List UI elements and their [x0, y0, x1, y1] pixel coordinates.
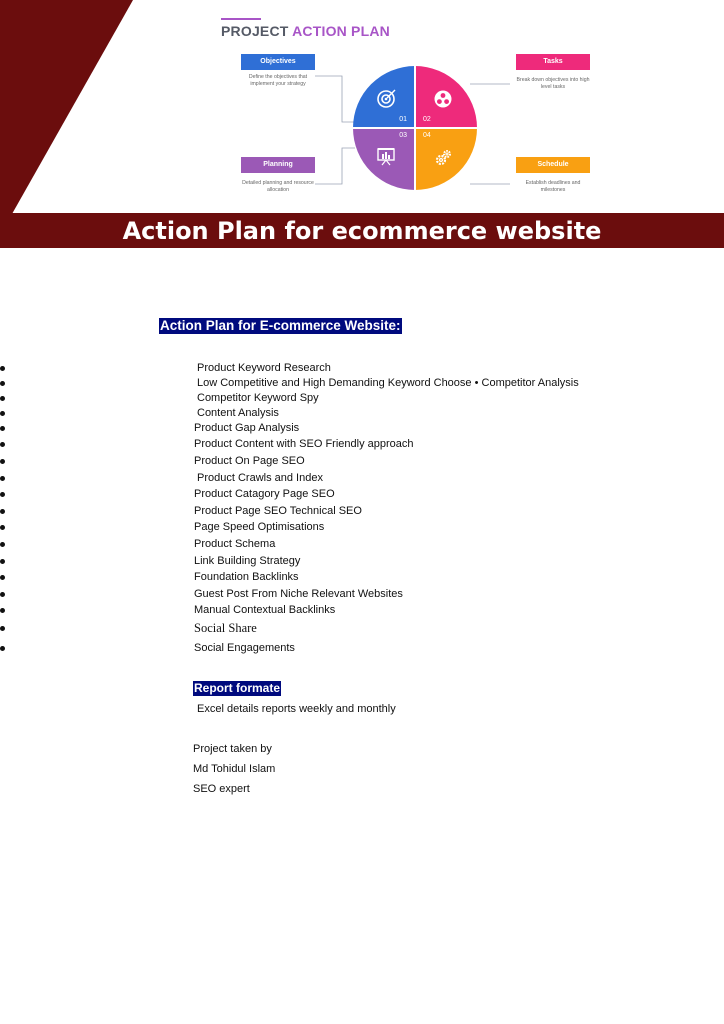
- planning-card-desc: Detailed planning and resource allocation: [242, 180, 314, 193]
- plan-list-item: Low Competitive and High Demanding Keyword Choose • Competitor Analysis: [197, 377, 579, 389]
- bullet-icon: [0, 366, 5, 371]
- report-text: Excel details reports weekly and monthly: [197, 703, 396, 715]
- wheel-number-02: 02: [423, 116, 431, 123]
- bullet-icon: [0, 608, 5, 613]
- bullet-icon: [0, 575, 5, 580]
- plan-list-item: Social Engagements: [194, 642, 295, 654]
- plan-list-item: Product Crawls and Index: [197, 472, 323, 484]
- planning-card-label: Planning: [241, 157, 315, 173]
- bullet-icon: [0, 509, 5, 514]
- bullet-icon: [0, 626, 5, 631]
- plan-list-item: Product Keyword Research: [197, 362, 331, 374]
- bullet-icon: [0, 411, 5, 416]
- bullet-icon: [0, 592, 5, 597]
- plan-list-item: Product Schema: [194, 538, 276, 550]
- footer-author-name: Md Tohidul Islam: [193, 763, 276, 775]
- infographic-title-part1: PROJECT: [221, 23, 289, 39]
- report-heading: Report formate: [194, 681, 281, 695]
- schedule-card-desc: Establish deadlines and milestones: [525, 180, 581, 193]
- bullet-icon: [0, 459, 5, 464]
- wheel-number-03: 03: [399, 132, 407, 139]
- banner-title: Action Plan for ecommerce website: [122, 217, 602, 245]
- schedule-card-label: Schedule: [516, 157, 590, 173]
- bullet-icon: [0, 381, 5, 386]
- footer-author-role: SEO expert: [193, 783, 250, 795]
- bullet-icon: [0, 396, 5, 401]
- bullet-icon: [0, 426, 5, 431]
- objectives-card-desc: Define the objectives that implement your strategy: [248, 74, 308, 87]
- action-plan-wheel: [352, 66, 478, 190]
- bullet-icon: [0, 542, 5, 547]
- footer-project-taken-by: Project taken by: [193, 743, 272, 755]
- plan-list-item: Manual Contextual Backlinks: [194, 604, 336, 616]
- bullet-icon: [0, 476, 5, 481]
- objectives-card-label: Objectives: [241, 54, 315, 70]
- plan-list-item: Product Page SEO Technical SEO: [194, 505, 362, 517]
- plan-list-item: Guest Post From Niche Relevant Websites: [194, 588, 403, 600]
- wheel-number-04: 04: [423, 132, 431, 139]
- project-action-plan-infographic: [220, 14, 600, 204]
- plan-list-item: Content Analysis: [197, 407, 279, 419]
- tasks-card-label: Tasks: [516, 54, 590, 70]
- bullet-icon: [0, 492, 5, 497]
- plan-heading: Action Plan for E-commerce Website:: [160, 318, 401, 333]
- bullet-icon: [0, 646, 5, 651]
- bullet-icon: [0, 442, 5, 447]
- plan-list-item: Page Speed Optimisations: [194, 521, 325, 533]
- plan-list-item: Competitor Keyword Spy: [197, 392, 319, 404]
- plan-list-item: Link Building Strategy: [194, 555, 301, 567]
- bullet-icon: [0, 559, 5, 564]
- plan-list-item: Product On Page SEO: [194, 455, 305, 467]
- tasks-card-desc: Break down objectives into high level tasks: [516, 77, 590, 90]
- plan-list-item: Product Catagory Page SEO: [194, 488, 335, 500]
- plan-list-item: Social Share: [194, 621, 257, 635]
- wheel-number-01: 01: [399, 116, 407, 123]
- infographic-title-part2: ACTION PLAN: [292, 23, 390, 39]
- plan-list-item: Foundation Backlinks: [194, 571, 299, 583]
- bullet-icon: [0, 525, 5, 530]
- plan-list-item: Product Content with SEO Friendly approach: [194, 438, 414, 450]
- plan-list-item: Product Gap Analysis: [194, 422, 300, 434]
- people-icon: [435, 91, 452, 108]
